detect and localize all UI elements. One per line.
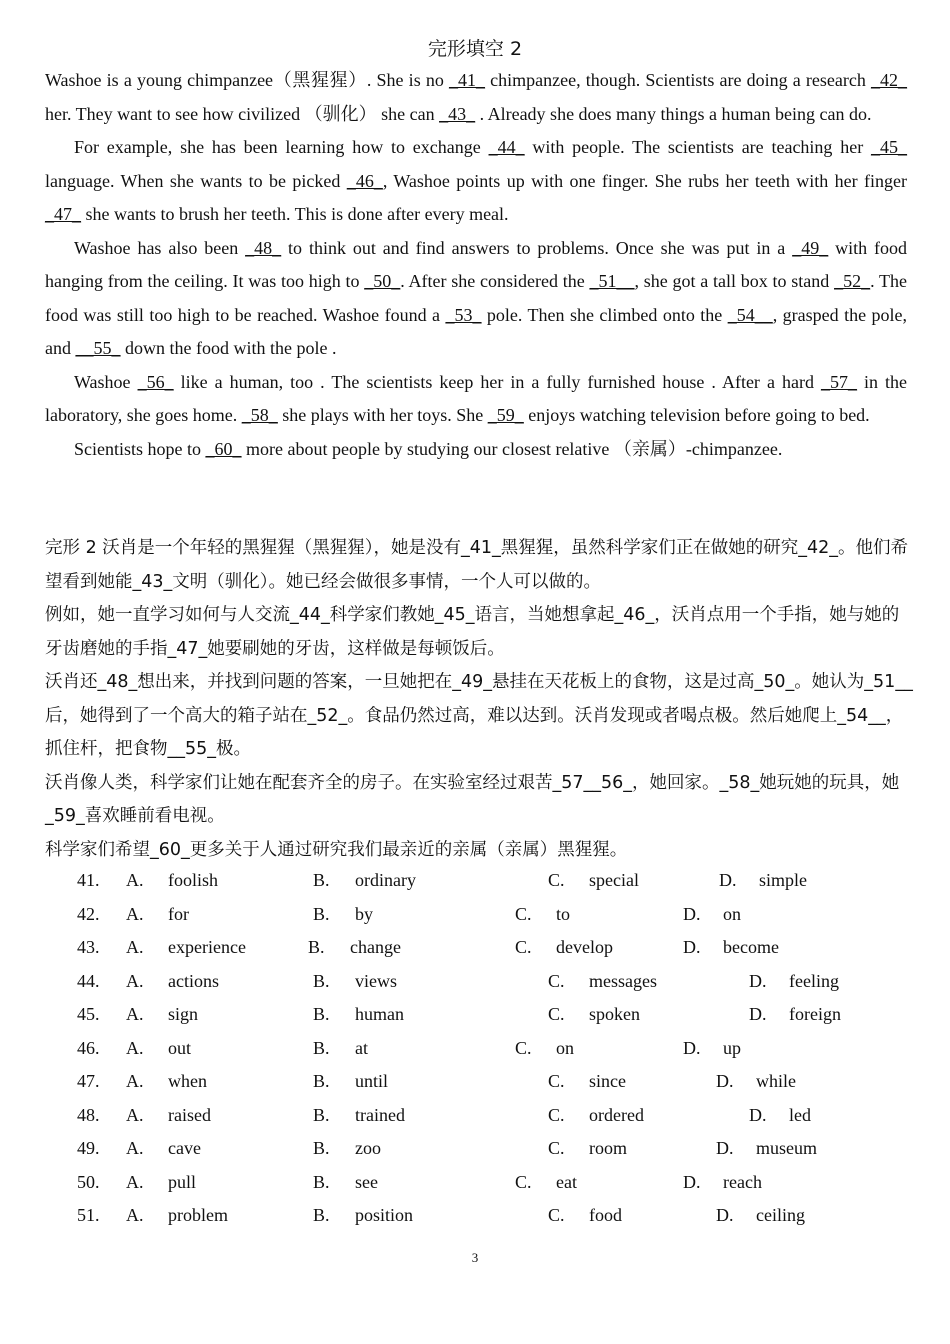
blank-48: _48_: [245, 237, 282, 258]
blank-49: _49_: [792, 237, 829, 258]
question-number: 51.: [77, 1205, 100, 1225]
option-letter: A.: [126, 1004, 144, 1024]
option-c: ordered: [589, 1104, 644, 1125]
blank-41: _41_: [448, 70, 485, 90]
option-letter: D.: [719, 870, 737, 890]
blank-52: _52_: [834, 271, 871, 291]
option-letter: A.: [126, 1104, 144, 1125]
option-row: [0, 1004, 950, 1038]
translation-paragraph: 沃肖像人类，科学家们让她在配套齐全的房子。在实验室经过艰苦_57__56_，她回家。_58_她玩她的玩具，她_59_喜欢睡前看电视。: [45, 772, 900, 826]
blank-46: _46_: [346, 170, 383, 191]
option-letter: A.: [126, 870, 144, 890]
option-letter: A.: [126, 1037, 144, 1058]
option-b: change: [350, 937, 401, 957]
option-d: feeling: [789, 970, 839, 991]
option-b: trained: [355, 1104, 405, 1125]
option-letter: D.: [749, 1104, 767, 1125]
option-c: eat: [556, 1171, 577, 1192]
question-number: 47.: [77, 1071, 100, 1091]
option-letter: C.: [515, 1037, 532, 1058]
option-letter: D.: [683, 1171, 701, 1192]
option-letter: B.: [313, 1138, 330, 1158]
option-letter: B.: [313, 1037, 330, 1058]
option-row: [0, 1172, 950, 1206]
option-row: [0, 870, 950, 904]
passage-paragraph-2: For example, she has been learning how to exchange _44_ with people. The scientists are teaching her _45_ language. When she wants to be picked _46_, Washoe points up with one finger. She rubs her teeth with her finger _47_ she wants to brush her teeth. This is done after every meal.: [45, 137, 908, 224]
option-letter: B.: [308, 937, 325, 957]
question-number: 50.: [77, 1171, 100, 1192]
option-b: position: [355, 1205, 414, 1225]
passage-paragraph-1: Washoe is a young chimpanzee（黑猩猩）. She is no _41_ chimpanzee, though. Scientists are doing a research _42_ her. They want to see how civilized （驯化） she can _43_ . Already she does many things a human being can do.: [45, 70, 907, 124]
option-c: special: [589, 870, 639, 890]
page-title: 完形填空 2: [427, 38, 523, 60]
blank-60: _60_: [205, 438, 242, 459]
option-letter: D.: [716, 1138, 734, 1158]
option-a: raised: [168, 1104, 211, 1125]
option-d: foreign: [789, 1004, 841, 1024]
option-letter: C.: [548, 1138, 565, 1158]
option-d: become: [723, 937, 779, 957]
option-c: develop: [556, 937, 613, 957]
question-number: 42.: [77, 903, 100, 924]
passage: [45, 64, 907, 466]
option-letter: D.: [716, 1205, 734, 1225]
option-letter: A.: [126, 970, 144, 991]
option-letter: D.: [683, 1037, 701, 1058]
option-letter: C.: [548, 1104, 565, 1125]
option-letter: D.: [683, 903, 701, 924]
option-row: [0, 1071, 950, 1105]
question-number: 49.: [77, 1138, 100, 1158]
blank-53: _53_: [445, 304, 482, 325]
translation: [45, 532, 915, 867]
option-letter: A.: [126, 1205, 144, 1225]
option-a: pull: [168, 1171, 197, 1192]
option-row: [0, 937, 950, 971]
question-number: 48.: [77, 1104, 100, 1125]
option-letter: A.: [126, 903, 144, 924]
page-number: 3: [471, 1250, 479, 1265]
option-letter: A.: [126, 1138, 144, 1158]
option-a: actions: [168, 970, 219, 991]
passage-paragraph-4: Washoe _56_ like a human, too . The scientists keep her in a fully furnished house . After a hard _57_ in the laboratory, she goes home. _58_ she plays with her toys. She _59_ enjoys watching television before going to bed.: [45, 371, 908, 425]
option-d: on: [723, 903, 741, 924]
option-letter: C.: [548, 1004, 565, 1024]
blank-43: _43_: [439, 103, 476, 124]
translation-paragraph: 完形 2 沃肖是一个年轻的黑猩猩（黑猩猩），她是没有_41_黑猩猩，虽然科学家们正在做她的研究_42_。他们希望看到她能_43_文明（驯化）。她已经会做很多事情，一个人可以做的。: [45, 538, 909, 592]
translation-paragraph: 例如，她一直学习如何与人交流_44_科学家们教她_45_语言，当她想拿起_46_，沃肖点用一个手指，她与她的牙齿磨她的手指_47_她要刷她的牙齿，这样做是每顿饭后。: [45, 605, 900, 659]
option-letter: A.: [126, 937, 144, 957]
blank-45: _45_: [871, 137, 908, 157]
option-row: [0, 1038, 950, 1072]
option-c: since: [589, 1071, 626, 1091]
answer-options: [0, 870, 950, 1239]
option-letter: A.: [126, 1171, 144, 1192]
option-b: see: [355, 1171, 378, 1192]
blank-47: _47_: [45, 204, 81, 224]
blank-59: _59_: [487, 405, 524, 425]
option-letter: B.: [313, 903, 330, 924]
option-letter: B.: [313, 1104, 330, 1125]
question-number: 44.: [77, 970, 100, 991]
blank-55: __55_: [75, 338, 121, 358]
option-row: [0, 904, 950, 938]
option-letter: C.: [548, 1071, 565, 1091]
question-number: 41.: [77, 870, 100, 890]
option-d: up: [723, 1037, 741, 1058]
option-letter: B.: [313, 970, 330, 991]
option-letter: D.: [749, 1004, 767, 1024]
option-c: room: [589, 1138, 627, 1158]
option-row: [0, 971, 950, 1005]
blank-56: _56_: [137, 371, 174, 392]
blank-44: _44_: [488, 137, 525, 157]
blank-54: _54__: [727, 304, 773, 325]
option-a: cave: [168, 1138, 201, 1158]
option-c: on: [556, 1037, 574, 1058]
option-a: when: [168, 1071, 207, 1091]
blank-57: _57_: [820, 371, 857, 392]
option-letter: D.: [749, 970, 767, 991]
option-letter: B.: [313, 1004, 330, 1024]
blank-58: _58_: [241, 405, 278, 425]
option-a: for: [168, 903, 189, 924]
question-number: 46.: [77, 1037, 100, 1058]
translation-paragraph: 沃肖还_48_想出来，并找到问题的答案，一旦她把在_49_悬挂在天花板上的食物，这是过高_50_。她认为_51__后，她得到了一个高大的箱子站在_52_。食品仍然过高，难以达到。沃肖发现或者喝点极。然后她爬上_54__，抓住杆，把食物__55_极。: [45, 672, 913, 759]
option-c: food: [589, 1205, 622, 1225]
option-a: foolish: [168, 870, 219, 890]
option-b: ordinary: [355, 870, 416, 890]
passage-paragraph-5: Scientists hope to _60_ more about people by studying our closest relative （亲属）-chimpanzee.: [74, 438, 783, 459]
option-letter: D.: [716, 1071, 734, 1091]
option-c: spoken: [589, 1004, 640, 1024]
option-letter: B.: [313, 1071, 330, 1091]
option-letter: B.: [313, 870, 330, 890]
option-a: out: [168, 1037, 192, 1058]
option-b: by: [355, 903, 373, 924]
option-d: ceiling: [756, 1205, 805, 1225]
option-d: simple: [759, 870, 807, 890]
option-a: sign: [168, 1004, 199, 1024]
option-letter: D.: [683, 937, 701, 957]
option-b: human: [355, 1004, 404, 1024]
option-letter: B.: [313, 1171, 330, 1192]
option-d: museum: [756, 1138, 817, 1158]
option-b: views: [355, 970, 397, 991]
option-letter: C.: [548, 1205, 565, 1225]
question-number: 43.: [77, 937, 100, 957]
option-a: problem: [168, 1205, 228, 1225]
option-letter: C.: [515, 937, 532, 957]
option-b: at: [355, 1037, 368, 1058]
option-d: reach: [723, 1171, 762, 1192]
question-number: 45.: [77, 1004, 100, 1024]
option-c: to: [556, 903, 571, 924]
translation-paragraph: 科学家们希望_60_更多关于人通过研究我们最亲近的亲属（亲属）黑猩猩。: [45, 839, 628, 860]
option-d: while: [756, 1071, 796, 1091]
option-letter: B.: [313, 1205, 330, 1225]
option-row: [0, 1105, 950, 1139]
option-row: [0, 1205, 950, 1239]
option-letter: C.: [515, 903, 532, 924]
blank-42: _42_: [871, 70, 907, 90]
option-b: zoo: [355, 1138, 381, 1158]
option-letter: C.: [548, 970, 565, 991]
option-row: [0, 1138, 950, 1172]
option-a: experience: [168, 937, 246, 957]
option-c: messages: [589, 970, 657, 991]
option-letter: C.: [548, 870, 565, 890]
blank-51: _51__: [589, 271, 635, 291]
option-letter: C.: [515, 1171, 532, 1192]
option-letter: A.: [126, 1071, 144, 1091]
option-d: led: [789, 1104, 811, 1125]
option-b: until: [355, 1071, 389, 1091]
blank-50: _50_: [364, 271, 401, 291]
passage-paragraph-3: Washoe has also been _48_ to think out and find answers to problems. Once she was put in a _49_ with food hanging from the ceiling. It was too high to _50_. After she considered the _51__, she got a tall box to stand _52_. The food was still too high to be reached. Washoe found a _53_ pole. Then she climbed onto the _54__, grasped the pole, and __55_ down the food with the pole .: [45, 237, 907, 358]
